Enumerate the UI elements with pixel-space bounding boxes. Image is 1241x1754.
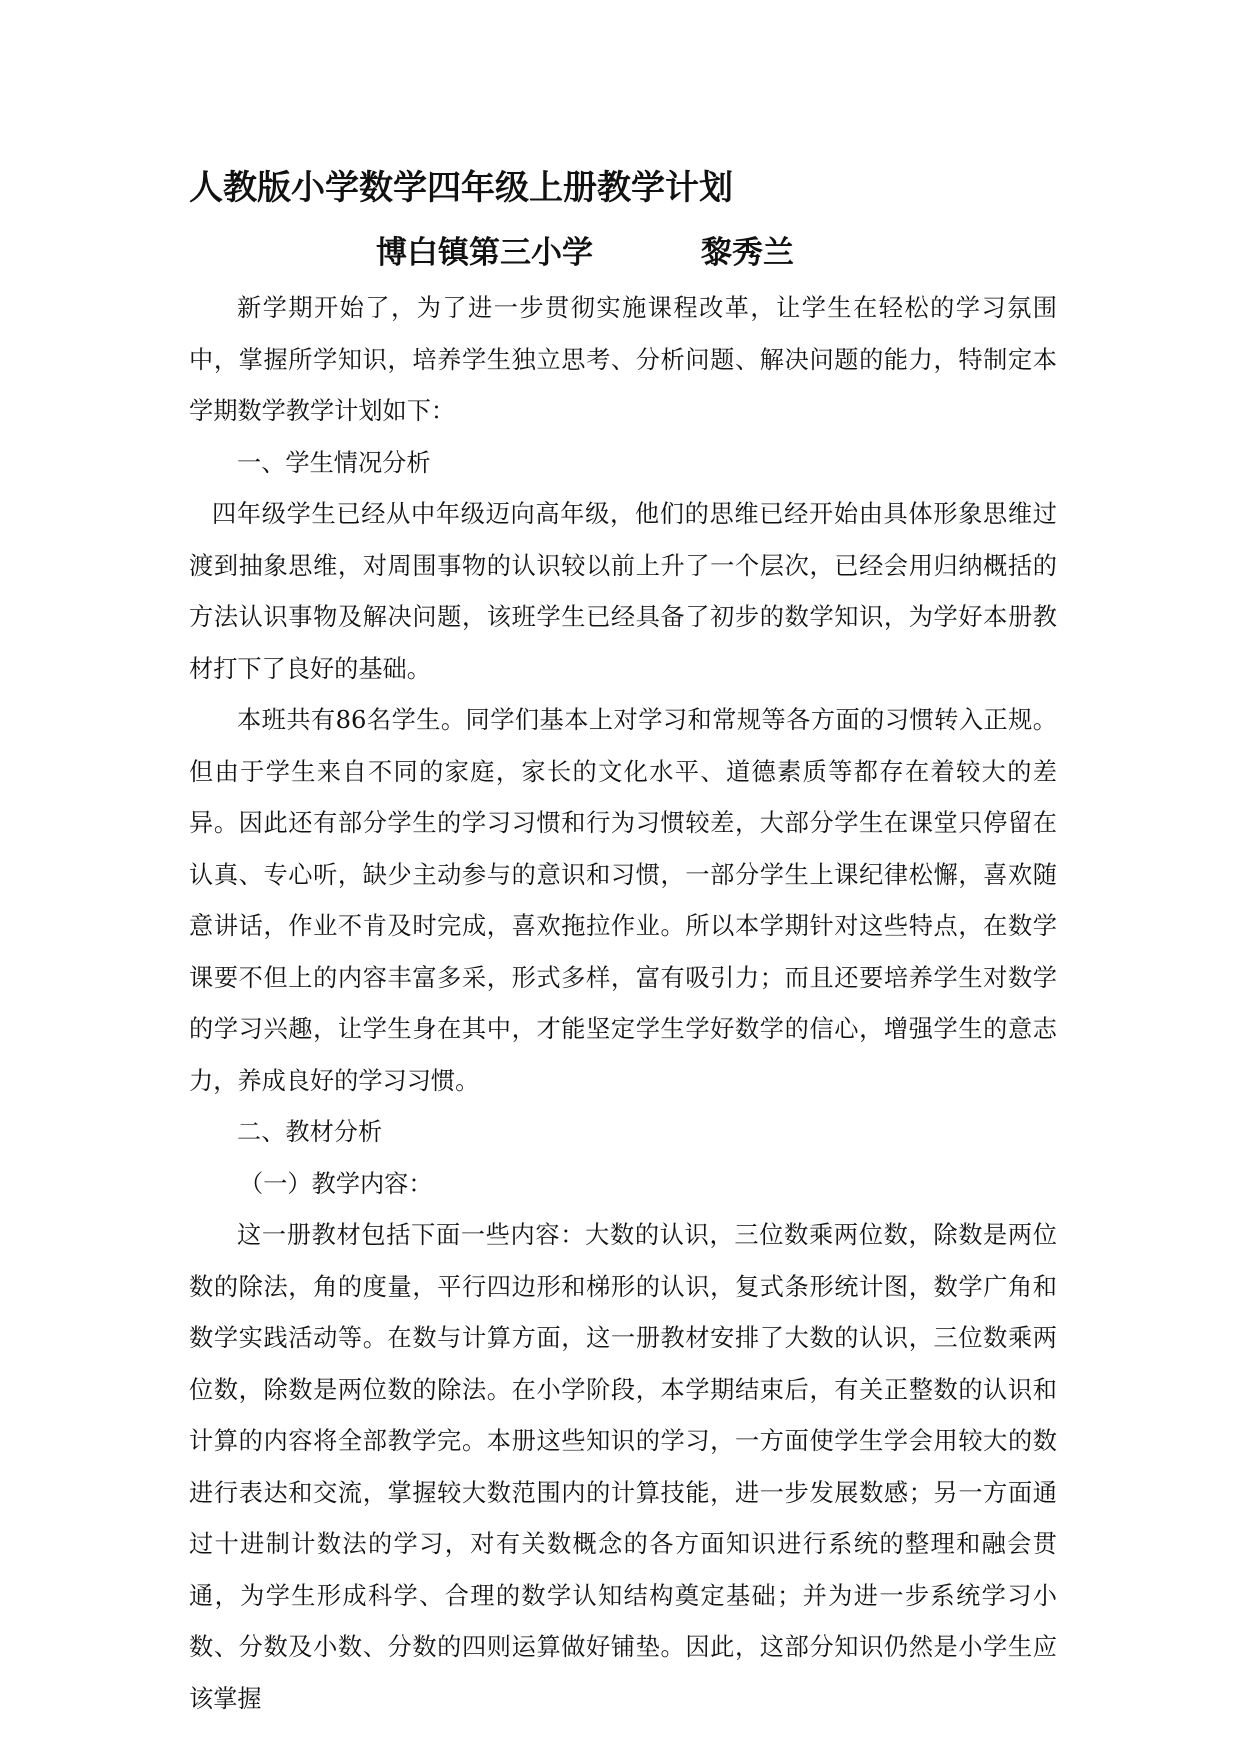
student-analysis-paragraph-2: 本班共有86名学生。同学们基本上对学习和常规等各方面的习惯转入正规。但由于学生来自不同的家庭，家长的文化水平、道德素质等都存在着较大的差异。因此还有部分学生的学习习惯和行为习惯较差，大部分学生在课堂只停留在认真、专心听，缺少主动参与的意识和习惯，一部分学生上课纪律松懈，喜欢随意讲话，作业不肯及时完成，喜欢拖拉作业。所以本学期针对这些特点，在数学课要不但上的内容丰富多采，形式多样，富有吸引力；而且还要培养学生对数学的学习兴趣，让学生身在其中，才能坚定学生学好数学的信心，增强学生的意志力，养成良好的学习习惯。	[189, 706, 1057, 1095]
school-name: 博白镇第三小学	[376, 235, 593, 271]
section-heading-textbook-analysis: 二、教材分析	[237, 1118, 383, 1146]
byline	[376, 227, 794, 272]
textbook-content-paragraph: 这一册教材包括下面一些内容：大数的认识，三位数乘两位数，除数是两位数的除法，角的度量，平行四边形和梯形的认识，复式条形统计图，数学广角和数学实践活动等。在数与计算方面，这一册教材安排了大数的认识，三位数乘两位数，除数是两位数的除法。在小学阶段，本学期结束后，有关正整数的认识和计算的内容将全部教学完。本册这些知识的学习，一方面使学生学会用较大的数进行表达和交流，掌握较大数范围内的计算技能，进一步发展数感；另一方面通过十进制计数法的学习，对有关数概念的各方面知识进行系统的整理和融会贯通，为学生形成科学、合理的数学认知结构奠定基础；并为进一步系统学习小数、分数及小数、分数的四则运算做好铺垫。因此，这部分知识仍然是小学生应该掌握	[189, 1221, 1057, 1713]
author-name: 黎秀兰	[701, 235, 794, 271]
document-title: 人教版小学数学四年级上册教学计划	[189, 168, 733, 208]
document-body	[189, 283, 1057, 1725]
intro-paragraph: 新学期开始了，为了进一步贯彻实施课程改革，让学生在轻松的学习氛围中，掌握所学知识，培养学生独立思考、分析问题、解决问题的能力，特制定本学期数学教学计划如下：	[189, 294, 1057, 425]
subsection-heading-content: （一）教学内容：	[239, 1169, 433, 1198]
student-analysis-paragraph-1: 四年级学生已经从中年级迈向高年级，他们的思维已经开始由具体形象思维过渡到抽象思维，对周围事物的认识较以前上升了一个层次，已经会用归纳概括的方法认识事物及解决问题，该班学生已经具备了初步的数学知识，为学好本册教材打下了良好的基础。	[189, 500, 1057, 683]
section-heading-student-analysis: 一、学生情况分析	[237, 448, 431, 477]
